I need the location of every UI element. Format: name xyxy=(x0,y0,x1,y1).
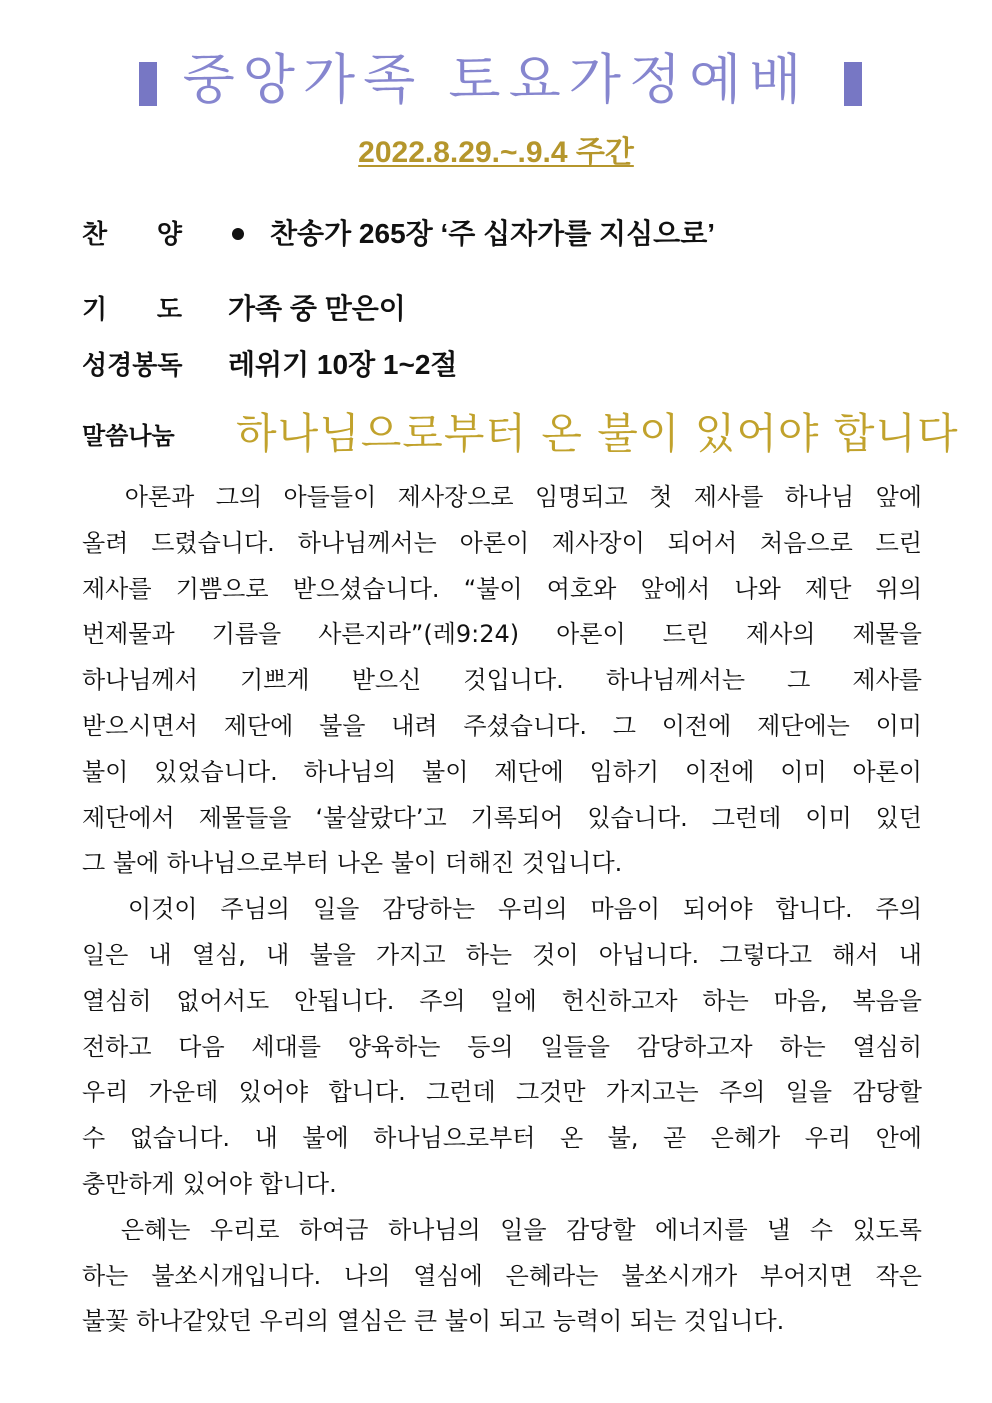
prayer-label-char-2: 도 xyxy=(156,294,182,324)
reading-value: 레위기 10장 1~2절 xyxy=(228,349,458,380)
body-line: 우리 가운데 있어야 합니다. 그런데 그것만 가지고는 주의 일을 감당할 xyxy=(82,1078,922,1107)
prayer-label xyxy=(82,287,182,331)
body-line: 하나님께서 기쁘게 받으신 것입니다. 하나님께서는 그 제사를 xyxy=(82,666,922,695)
hymn-value-wrap xyxy=(228,212,715,256)
hymn-label-char-1: 찬 xyxy=(82,219,108,249)
body-line: 수 없습니다. 내 불에 하나님으로부터 온 불, 곧 은혜가 우리 안에 xyxy=(82,1124,922,1153)
prayer-value: 가족 중 맏은이 xyxy=(228,293,406,324)
page-title: 중앙가족 토요가정예배 xyxy=(182,48,810,111)
hymn-label-char-2: 양 xyxy=(156,219,182,249)
body-line: 일은 내 열심, 내 불을 가지고 하는 것이 아닙니다. 그렇다고 해서 내 xyxy=(82,940,922,969)
sermon-label: 말씀나눔 xyxy=(82,423,175,450)
body-line: 열심히 없어서도 안됩니다. 주의 일에 헌신하고자 하는 마음, 복음을 xyxy=(82,986,922,1015)
body-line: 충만하게 있어야 합니다. xyxy=(82,1169,337,1198)
hymn-label xyxy=(82,212,182,256)
prayer-row xyxy=(0,287,992,331)
reading-label: 성경봉독 xyxy=(82,350,183,380)
body-line: 불이 있었습니다. 하나님의 불이 제단에 임하기 이전에 이미 아론이 xyxy=(82,757,922,786)
body-line: 그 불에 하나님으로부터 나온 불이 더해진 것입니다. xyxy=(82,849,623,878)
reading-row xyxy=(0,343,992,387)
title-right-bar xyxy=(844,62,862,106)
body-line: 이것이 주님의 일을 감당하는 우리의 마음이 되어야 합니다. 주의 xyxy=(82,895,922,924)
sermon-row xyxy=(0,406,992,462)
sermon-body xyxy=(82,475,922,1345)
body-line: 아론과 그의 아들들이 제사장으로 임명되고 첫 제사를 하나님 앞에 xyxy=(82,483,922,511)
body-line: 불꽃 하나같았던 우리의 열심은 큰 불이 되고 능력이 되는 것입니다. xyxy=(82,1307,785,1336)
body-line: 은혜는 우리로 하여금 하나님의 일을 감당할 에너지를 낼 수 있도록 xyxy=(82,1215,922,1244)
hymn-row xyxy=(0,212,992,256)
body-line: 하는 불쏘시개입니다. 나의 열심에 은혜라는 불쏘시개가 부어지면 작은 xyxy=(82,1261,922,1290)
body-line: 올려 드렸습니다. 하나님께서는 아론이 제사장이 되어서 처음으로 드린 xyxy=(82,528,922,557)
week-date: 2022.8.29.~.9.4 주간 xyxy=(358,136,634,169)
body-line: 제사를 기쁨으로 받으셨습니다. “불이 여호와 앞에서 나와 제단 위의 xyxy=(82,574,922,603)
hymn-value: 찬송가 265장 ‘주 십자가를 지심으로’ xyxy=(270,218,716,249)
bullet-icon xyxy=(232,228,244,240)
body-line: 받으시면서 제단에 불을 내려 주셨습니다. 그 이전에 제단에는 이미 xyxy=(82,711,922,740)
body-line: 제단에서 제물들을 ‘불살랐다’고 기록되어 있습니다. 그런데 이미 있던 xyxy=(82,803,922,832)
body-line: 전하고 다음 세대를 양육하는 등의 일들을 감당하고자 하는 열심히 xyxy=(82,1032,922,1061)
prayer-label-char-1: 기 xyxy=(82,294,108,324)
body-line: 번제물과 기름을 사른지라”(레9:24) 아론이 드린 제사의 제물을 xyxy=(82,620,922,649)
title-row xyxy=(0,44,992,116)
sermon-title: 하나님으로부터 온 불이 있어야 합니다 xyxy=(236,409,959,458)
